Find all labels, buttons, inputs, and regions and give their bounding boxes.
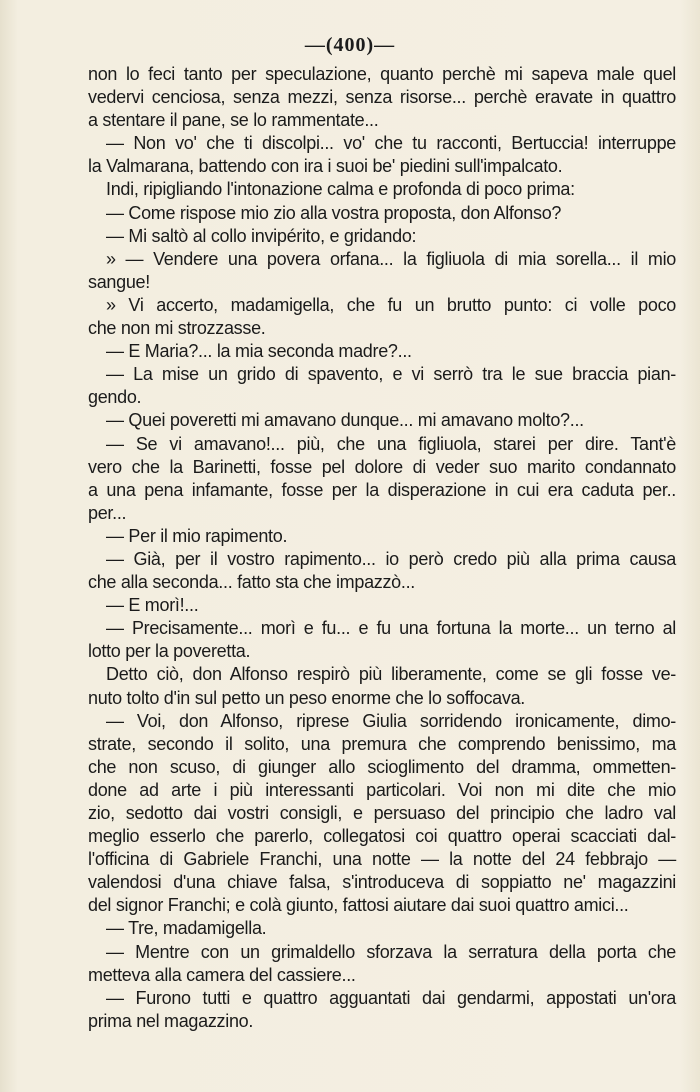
text-line: — Furono tutti e quattro agguantati dai gendarmi, appostati un'ora — [106, 987, 676, 1008]
text-line: — Se vi amavano!... più, che una figliuola, starei per dire. Tant'è — [106, 433, 676, 454]
text-line: che non scuso, di giunger allo scioglimento del dramma, ommetten- — [88, 756, 676, 777]
text-line: » — Vendere una povera orfana... la figliuola di mia sorella... il mio — [106, 248, 676, 269]
text-line: vedervi cenciosa, senza mezzi, senza risorse... perchè eravate in quattro — [88, 87, 676, 108]
text-line: — Quei poveretti mi amavano dunque... mi amavano molto?... — [106, 410, 584, 431]
text-line: sangue! — [88, 271, 150, 292]
text-line: l'officina di Gabriele Franchi, una notte — la notte del 24 febbrajo — — [88, 849, 676, 870]
text-line: lotto per la poveretta. — [88, 641, 251, 662]
text-line: metteva alla camera del cassiere... — [88, 964, 356, 985]
text-line: — E morì!... — [106, 595, 199, 616]
text-line: zio, sedotto dai vostri consigli, e persuaso del principio che ladro val — [88, 803, 676, 823]
text-line: strate, secondo il solito, una premura che comprendo benissimo, ma — [88, 733, 676, 754]
text-line: » Vi accerto, madamigella, che fu un brutto punto: ci volle poco — [106, 294, 676, 315]
text-line: — E Maria?... la mia seconda madre?... — [106, 341, 412, 362]
text-line: la Valmarana, battendo con ira i suoi be' piedini sull'impalcato. — [88, 156, 563, 177]
text-line: valendosi d'una chiave falsa, s'introduceva di soppiatto ne' magazzini — [88, 872, 676, 893]
text-line: — Mi saltò al collo invipérito, e gridando: — [106, 225, 417, 246]
text-line: gendo. — [88, 387, 142, 408]
text-line: a stentare il pane, se lo rammentate... — [88, 110, 379, 131]
text-line: prima nel magazzino. — [88, 1010, 254, 1031]
text-line: del signor Franchi; e colà giunto, fattosi aiutare dai suoi quattro amici... — [88, 895, 629, 916]
text-line: — La mise un grido di spavento, e vi serrò tra le sue braccia pian- — [106, 364, 676, 385]
text-line: Indi, ripigliando l'intonazione calma e profonda di poco prima: — [106, 179, 575, 200]
text-line: non lo feci tanto per speculazione, quanto perchè mi sapeva male quel — [88, 64, 676, 84]
text-line: — Precisamente... morì e fu... e fu una fortuna la morte... un terno al — [106, 618, 676, 639]
text-line: — Mentre con un grimaldello sforzava la serratura della porta che — [106, 941, 676, 962]
text-line: — Voi, don Alfonso, riprese Giulia sorridendo ironicamente, dimo- — [106, 710, 676, 731]
text-line: per... — [88, 502, 127, 523]
text-line: che non mi strozzasse. — [88, 318, 266, 339]
text-line: Detto ciò, don Alfonso respirò più liberamente, come se gli fosse ve- — [106, 664, 676, 685]
text-line: — Per il mio rapimento. — [106, 525, 288, 546]
text-line: done ad arte i più interessanti particolari. Voi non mi dite che mio — [88, 779, 676, 800]
text-line: a una pena infamante, fosse per la disperazione in cui era caduta per.. — [88, 479, 676, 500]
text-line: vero che la Barinetti, fosse pel dolore di veder suo marito condannato — [88, 456, 676, 477]
text-line: nuto tolto d'in sul petto un peso enorme che lo soffocava. — [88, 687, 526, 708]
text-line: meglio esserlo che parerlo, collegatosi coi quattro operai scacciati dal- — [88, 826, 676, 847]
body-text — [88, 63, 676, 1033]
text-line: — Non vo' che ti discolpi... vo' che tu racconti, Bertuccia! interruppe — [106, 133, 676, 154]
text-line: — Già, per il vostro rapimento... io però credo più alla prima causa — [106, 548, 676, 569]
text-line: — Tre, madamigella. — [106, 918, 267, 939]
page-number: —(400)— — [304, 34, 396, 56]
text-line: — Come rispose mio zio alla vostra proposta, don Alfonso? — [106, 202, 562, 223]
text-line: che alla seconda... fatto sta che impazzò... — [88, 572, 415, 593]
